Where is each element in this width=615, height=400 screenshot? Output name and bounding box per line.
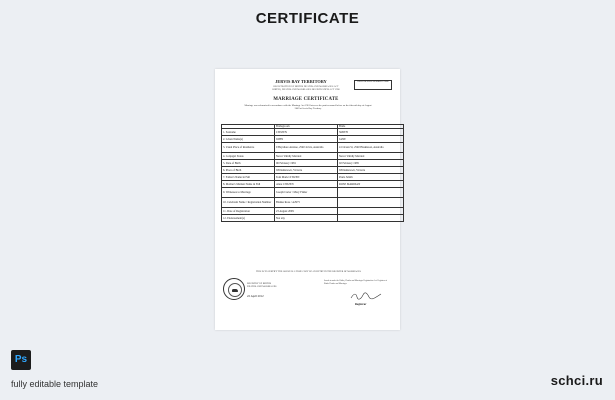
certificate-table [221, 124, 404, 222]
table-row [222, 167, 404, 174]
row-label: 1. Surname [222, 129, 275, 136]
bride-value: 02 February 1985 [338, 160, 404, 167]
registration-number-box: REGISTRATION NUMBER 123456 [354, 80, 392, 90]
row-label: 2. Given Name(s) [222, 136, 275, 143]
certificate-document [215, 69, 400, 330]
groom-value: JOHN [275, 136, 338, 143]
groom-value: 23 August 2009 [275, 208, 338, 215]
row-label: 10. Celebrant Name / Registration Number [222, 198, 275, 208]
issuer-note: Issued at under the Births, Deaths and Marriages Registration Act. Registrar of Births Deaths and Marriages [324, 280, 388, 285]
photoshop-icon: Ps [11, 350, 31, 370]
column-header-groom: Bridegroom [275, 125, 338, 129]
groom-value: Tom Mark CITIZEN [275, 174, 338, 181]
table-row [222, 215, 404, 222]
row-label: 5. Date of Birth [222, 160, 275, 167]
bride-value: Paula Smith [338, 174, 404, 181]
template-caption: fully editable template [11, 379, 99, 389]
groom-value: CITIZEN [275, 129, 338, 136]
bride-value [338, 188, 404, 198]
row-label: 12. Endorsement(s) [222, 215, 275, 222]
table-body [222, 129, 404, 222]
bird-icon [232, 289, 238, 292]
bride-value: JANE [338, 136, 404, 143]
table-row [222, 188, 404, 198]
column-header-bride: Bride [338, 125, 404, 129]
seal-inner-ring [228, 283, 242, 297]
bride-value [338, 198, 404, 208]
table-row [222, 153, 404, 160]
row-label: 9. Witnesses to Marriage [222, 188, 275, 198]
certificate-heading: MARRIAGE CERTIFICATE [273, 97, 339, 102]
registry-line-2: DEATHS AND MARRIAGES [247, 285, 277, 289]
table-row [222, 208, 404, 215]
sub-line: BIRTHS, DEATHS AND MARRIAGES REGISTRATION ACT 1996 [272, 88, 340, 91]
seal-icon [223, 278, 245, 300]
row-label: 7. Father's Name in Full [222, 174, 275, 181]
row-label: 11. Date of Registration [222, 208, 275, 215]
bride-value [338, 215, 404, 222]
bride-value: ROSE MARDIAN [338, 181, 404, 188]
bride-value: 41 Ocean St, 2540 Huskisson, Australia [338, 143, 404, 153]
groom-value: Never Validly Married [275, 153, 338, 160]
bride-value: Never Validly Married [338, 153, 404, 160]
certification-footnote: THIS IS TO CERTIFY THE ABOVE IS A TRUE COPY OF AN ENTRY IN THE REGISTER OF MARRIAGES [256, 271, 361, 273]
act-line: REGISTRATION OF BIRTHS DEATHS AND MARRIAGES ACT [273, 85, 339, 88]
table-row [222, 181, 404, 188]
registry-line-1: REGISTRY OF BIRTHS [247, 282, 272, 285]
issue-date: 22 April 2012 [247, 294, 264, 298]
groom-value: 9 Bayshore Avenue, 2540 Jervis, Australia [275, 143, 338, 153]
table-row [222, 160, 404, 167]
groom-value: 06 February 1981 [275, 160, 338, 167]
row-label: 3. Usual Place of Residence [222, 143, 275, 153]
brand-watermark: schci.ru [550, 373, 603, 388]
bride-value [338, 208, 404, 215]
table-row [222, 136, 404, 143]
row-label: 4. Conjugal Status [222, 153, 275, 160]
bride-value: Williamstown, Victoria [338, 167, 404, 174]
groom-value: Blanka Rose / A2975 [275, 198, 338, 208]
certificate-intro: Marriage was solemnised in accordance with the Marriage Act 1961 between the parties named below on the fifteenth day of August 2009 at Jervis Bay Territory [244, 104, 372, 111]
row-label: 6. Place of Birth [222, 167, 275, 174]
groom-value: Not any [275, 215, 338, 222]
row-label: 8. Mother's Maiden Name in Full [222, 181, 275, 188]
table-row [222, 174, 404, 181]
registrar-label: Registrar [355, 303, 367, 306]
table-row [222, 129, 404, 136]
table-row [222, 198, 404, 208]
territory-title: JERVIS BAY TERRITORY [275, 79, 327, 84]
groom-value: Williamstown, Victoria [275, 167, 338, 174]
registry-name [247, 282, 277, 288]
page-title: CERTIFICATE [255, 10, 360, 27]
groom-value: Joseph Carter / Mary Fisher [275, 188, 338, 198]
groom-value: Anna CITIZEN [275, 181, 338, 188]
table-row [222, 143, 404, 153]
bride-value: SMITH [338, 129, 404, 136]
signature-icon [349, 291, 383, 301]
